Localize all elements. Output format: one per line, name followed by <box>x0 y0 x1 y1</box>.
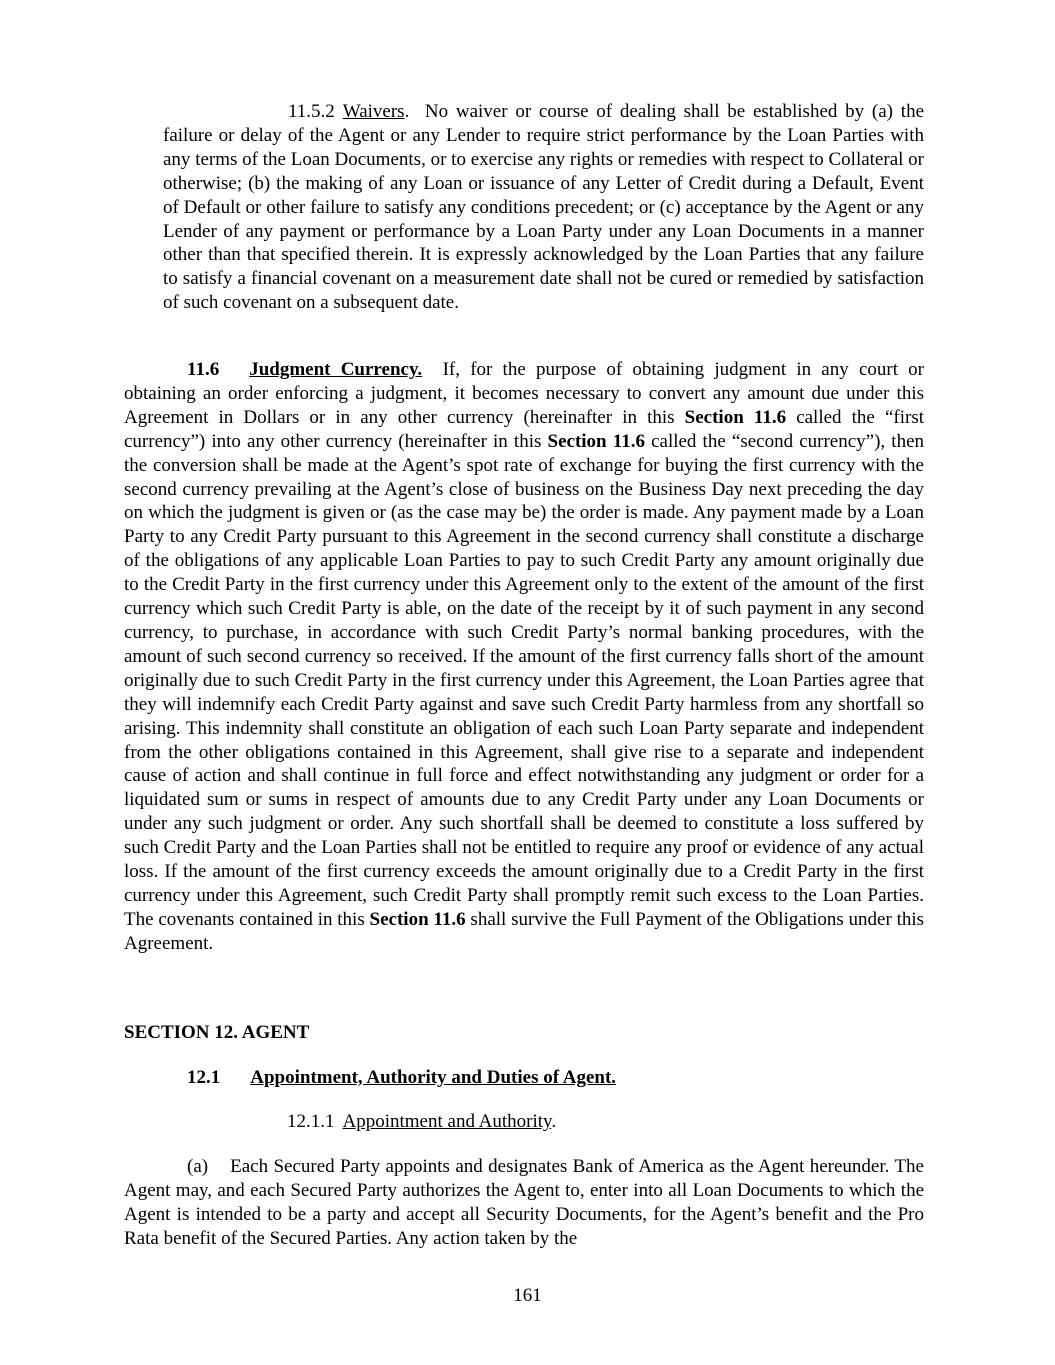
paragraph-heading-waivers: Waivers <box>342 101 405 122</box>
section-heading: Judgment Currency. <box>249 359 423 380</box>
section-number: 12.1 <box>187 1067 221 1088</box>
section-heading: Appointment, Authority and Duties of Agent. <box>250 1067 617 1088</box>
heading-punctuation: . <box>404 101 410 122</box>
section-number: 12.1.1 <box>287 1111 335 1132</box>
section-11-6-judgment-currency <box>124 358 924 956</box>
section-text-3: called the “second currency”), then the conversion shall be made at the Agent’s spot rate of exchange for buying the first currency with the second currency prevailing at the Agent’s close of business on the Business Day next preceding the day on which the judgment is given or (as the case may be) the order is made. Any payment made by a Loan Party to any Credit Party pursuant to this Agreement in the second currency shall constitute a discharge of the obligations of any applicable Loan Parties to pay to such Credit Party any amount originally due to the Credit Party in the first currency under this Agreement only to the extent of the amount of the first currency which such Credit Party is able, on the date of the receipt by it of such payment in any second currency, to purchase, in accordance with such Credit Party’s normal banking procedures, with the amount of such second currency so received. If the amount of the first currency falls short of the amount originally due to such Credit Party in the first currency under this Agreement, the Loan Parties agree that they will indemnify each Credit Party against and save such Credit Party harmless from any shortfall so arising. This indemnity shall constitute an obligation of each such Loan Party separate and independent from the other obligations contained in this Agreement, shall give rise to a separate and independent cause of action and shall continue in full force and effect notwithstanding any judgment or order for a liquidated sum or sums in respect of amounts due to any Credit Party under any Loan Documents or under any such judgment or order. Any such shortfall shall be deemed to constitute a loss suffered by such Credit Party and the Loan Parties shall not be entitled to require any proof or evidence of any actual loss. If the amount of the first currency exceeds the amount originally due to a Credit Party in the first currency under this Agreement, such Credit Party shall promptly remit such excess to the Loan Parties. The covenants contained in this <box>124 430 925 930</box>
section-12-1-heading <box>187 1066 924 1090</box>
paragraph-a <box>124 1155 924 1251</box>
section-text-2: called the “first currency”) into any other currency (hereinafter in this <box>124 406 925 452</box>
paragraph-label: (a) <box>187 1156 209 1177</box>
paragraph-body: Each Secured Party appoints and designates Bank of America as the Agent hereunder. The Agent may, and each Secured Party authorizes the Agent to, enter into all Loan Documents to which the Agent is intended to be a party and accept all Security Documents, for the Agent’s benefit and the Pro Rata benefit of the Secured Parties. Any action taken by the <box>124 1156 924 1249</box>
section-reference-2: Section 11.6 <box>547 430 645 452</box>
section-12-1-1-heading <box>287 1110 924 1134</box>
section-reference-3: Section 11.6 <box>369 908 466 930</box>
page-number: 161 <box>513 1285 542 1306</box>
section-text-4: shall survive the Full Payment of the Obligations under this Agreement. <box>124 908 925 954</box>
paragraph-11-5-2 <box>163 100 924 315</box>
section-text-1: If, for the purpose of obtaining judgment in any court or obtaining an order enforcing a judgment, it becomes necessary to convert any amount due under this Agreement in Dollars or in any other currency (hereinafter in this <box>124 359 925 428</box>
paragraph-number: 11.5.2 <box>288 101 335 122</box>
heading-punctuation: . <box>551 1111 557 1132</box>
section-number: 11.6 <box>187 359 220 380</box>
paragraph-body: No waiver or course of dealing shall be established by (a) the failure or delay of the Agent or any Lender to require strict performance by the Loan Parties with any terms of the Loan Documents, or to exercise any rights or remedies with respect to Collateral or otherwise; (b) the making of any Loan or issuance of any Letter of Credit during a Default, Event of Default or other failure to satisfy any conditions precedent; or (c) acceptance by the Agent or any Lender of any payment or performance by a Loan Party under any Loan Documents in a manner other than that specified therein. It is expressly acknowledged by the Loan Parties that any failure to satisfy a financial covenant on a measurement date shall not be cured or remedied by satisfaction of such covenant on a subsequent date. <box>163 101 924 314</box>
section-reference-1: Section 11.6 <box>684 406 787 428</box>
section-heading: Appointment and Authority <box>342 1111 552 1132</box>
section-12-heading: SECTION 12. AGENT <box>124 1022 310 1043</box>
